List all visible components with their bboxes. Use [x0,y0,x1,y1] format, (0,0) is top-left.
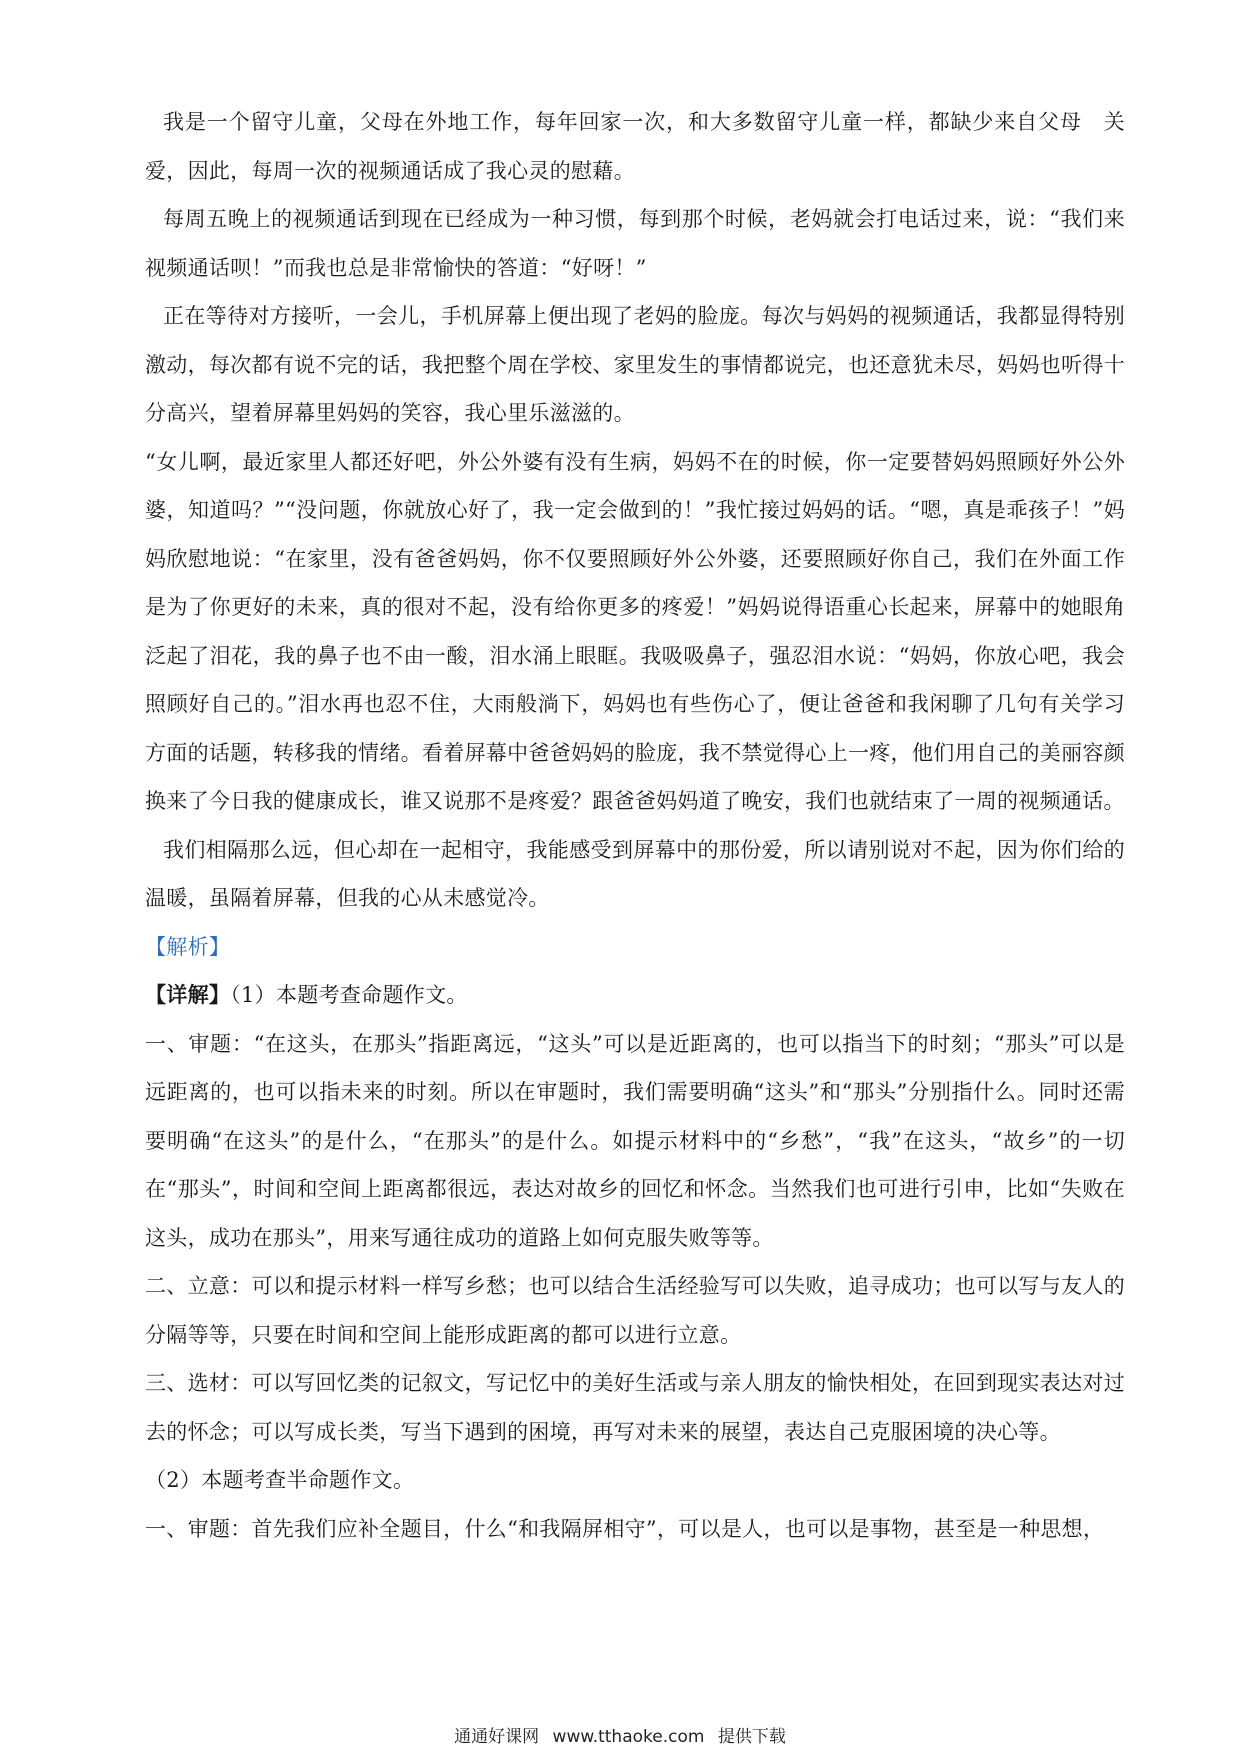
question-2-section-1: 一、审题：首先我们应补全题目，什么“和我隔屏相守”，可以是人，也可以是事物，甚至是一种思想， [145,1516,1105,1541]
document-page [145,98,1125,1553]
detail-label: 【详解】 [145,982,231,1007]
essay-paragraph-3: 正在等待对方接听，一会儿，手机屏幕上便出现了老妈的脸庞。每次与妈妈的视频通话，我都显得特别激动，每次都有说不完的话，我把整个周在学校、家里发生的事情都说完，也还意犹未尽，妈妈也听得十分高兴，望着屏幕里妈妈的笑容，我心里乐滋滋的。 [145,304,1125,425]
detail-line [145,971,1125,1020]
essay-paragraph-2: 每周五晚上的视频通话到现在已经成为一种习惯，每到那个时候，老妈就会打电话过来，说：“我们来视频通话呗！”而我也总是非常愉快的答道：“好呀！” [145,207,1125,280]
page-footer [0,1722,1240,1747]
analysis-section-3: 三、选材：可以写回忆类的记叙文，写记忆中的美好生活或与亲人朋友的愉快相处，在回到现实表达对过去的怀念；可以写成长类，写当下遇到的困境，再写对未来的展望，表达自己克服困境的决心等。 [145,1371,1125,1444]
analysis-section-2: 二、立意：可以和提示材料一样写乡愁；也可以结合生活经验写可以失败，追寻成功；也可以写与友人的分隔等等，只要在时间和空间上能形成距离的都可以进行立意。 [145,1274,1125,1347]
analysis-section-1: 一、审题：“在这头，在那头”指距离远，“这头”可以是近距离的，也可以指当下的时刻；“那头”可以是远距离的，也可以指未来的时刻。所以在审题时，我们需要明确“这头”和“那头”分别指什么。同时还需要明确“在这头”的是什么，“在那头”的是什么。如提示材料中的“乡愁”，“我”在这头，“故乡”的一切在“那头”，时间和空间上距离都很远，表达对故乡的回忆和怀念。当然我们也可进行引申，比如“失败在这头，成功在那头”，用来写通往成功的道路上如何克服失败等等。 [145,1031,1125,1250]
footer-site-name: 通通好课网 [454,1727,540,1747]
analysis-heading: 【解析】 [145,934,231,959]
footer-suffix: 提供下载 [717,1727,786,1747]
detail-text: （1）本题考查命题作文。 [230,983,468,1007]
essay-paragraph-4: “女儿啊，最近家里人都还好吧，外公外婆有没有生病，妈妈不在的时候，你一定要替妈妈照顾好外公外婆，知道吗？”“没问题，你就放心好了，我一定会做到的！”我忙接过妈妈的话。“嗯，真是乖孩子！”妈妈欣慰地说：“在家里，没有爸爸妈妈，你不仅要照顾好外公外婆，还要照顾好你自己，我们在外面工作是为了你更好的未来，真的很对不起，没有给你更多的疼爱！”妈妈说得语重心长起来，屏幕中的她眼角泛起了泪花，我的鼻子也不由一酸，泪水涌上眼眶。我吸吸鼻子，强忍泪水说：“妈妈，你放心吧，我会照顾好自己的。”泪水再也忍不住，大雨般淌下，妈妈也有些伤心了，便让爸爸和我闲聊了几句有关学习方面的话题，转移我的情绪。看着屏幕中爸爸妈妈的脸庞，我不禁觉得心上一疼，他们用自己的美丽容颜换来了今日我的健康成长，谁又说那不是疼爱？跟爸爸妈妈道了晚安，我们也就结束了一周的视频通话。 [145,449,1125,813]
footer-url-link[interactable]: www.tthaoke.com [552,1727,705,1747]
essay-paragraph-1: 我是一个留守儿童，父母在外地工作，每年回家一次，和大多数留守儿童一样，都缺少来自父母 关爱，因此，每周一次的视频通话成了我心灵的慰藉。 [145,110,1125,183]
question-2-heading: （2）本题考查半命题作文。 [145,1468,415,1492]
essay-paragraph-5: 我们相隔那么远，但心却在一起相守，我能感受到屏幕中的那份爱，所以请别说对不起，因为你们给的温暖，虽隔着屏幕，但我的心从未感觉冷。 [145,837,1125,910]
